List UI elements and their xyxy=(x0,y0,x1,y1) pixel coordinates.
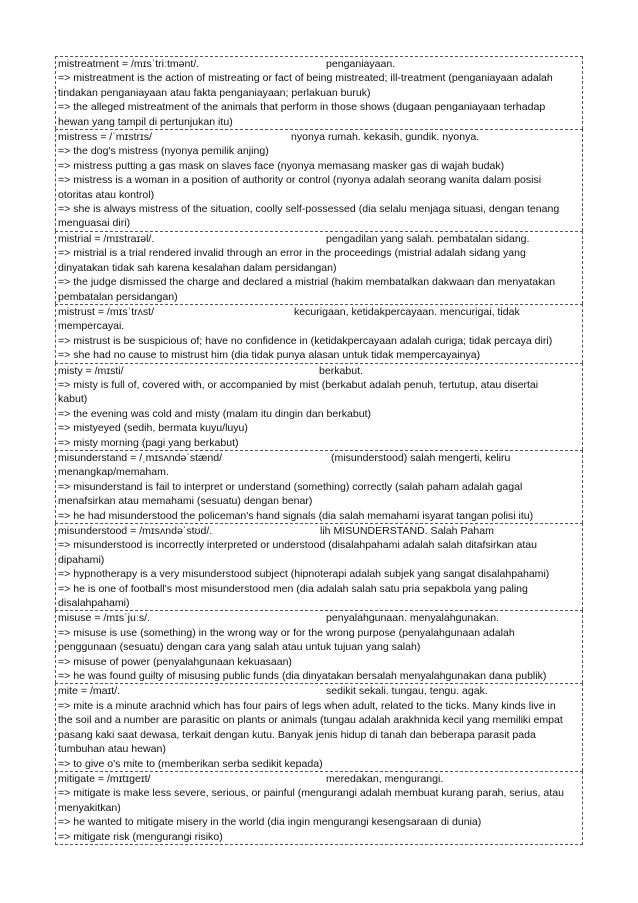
entry-text-line: => misty morning (pagi yang berkabut) xyxy=(58,436,239,449)
entry-text-line: => mistrust is be suspicious of; have no confidence in (ketidakpercayaan adalah curiga; tidak percaya diri) xyxy=(58,334,553,347)
dictionary-entry xyxy=(55,56,583,129)
entry-text-line: dipahami) xyxy=(58,553,105,566)
entry-text-line: => misty is full of, covered with, or accompanied by mist (berkabut adalah penuh, tertutup, atau disertai xyxy=(58,378,539,391)
entry-text-line: => misuse of power (penyalahgunaan kekuasaan) xyxy=(58,655,292,668)
entry-text-line: => the evening was cold and misty (malam itu dingin dan berkabut) xyxy=(58,407,372,420)
entry-text-line: => hypnotherapy is a very misunderstood subject (hipnoterapi adalah subjek yang sangat disalahpahami) xyxy=(58,568,550,581)
dictionary-page xyxy=(55,56,583,845)
entry-text-line: mempercayai. xyxy=(58,320,125,333)
entry-text-line: => mistreatment is the action of mistreating or fact of being mistreated; ill-treatment (penganiayaan adalah xyxy=(58,72,553,85)
entry-term: mistrial = /mɪstraɪəl/. xyxy=(58,232,155,245)
dictionary-entry xyxy=(55,523,583,610)
entry-headline xyxy=(58,57,580,71)
entry-text-line: dinyatakan tidak sah karena kesalahan dalam persidangan) xyxy=(58,261,337,274)
entry-meaning: lih MISUNDERSTAND. Salah Paham xyxy=(320,525,494,537)
entry-meaning: meredakan, mengurangi. xyxy=(326,772,444,785)
entry-meaning: penganiayaan. xyxy=(326,58,396,70)
entry-meaning: kecurigaan, ketidakpercayaan. mencurigai, tidak xyxy=(294,305,520,318)
entry-text-line: => mistyeyed (sedih, bermata kuyu/luyu) xyxy=(58,422,248,435)
entry-text-line: => he had misunderstood the policeman's hand signals (dia salah memahami isyarat tangan polisi itu) xyxy=(58,509,534,522)
entry-headline xyxy=(58,305,580,319)
entry-text-line: => mistress putting a gas mask on slaves face (nyonya memasang masker gas di wajah budak) xyxy=(58,159,505,172)
dictionary-entry xyxy=(55,683,583,770)
entry-text-line: => mistrial is a trial rendered invalid through an error in the proceedings (mistrial adalah sidang yang xyxy=(58,247,526,260)
entry-term: mistress = /ˈmɪstrɪs/ xyxy=(58,131,152,144)
entry-text-line: => the dog's mistress (nyonya pemilik anjing) xyxy=(58,145,269,158)
dictionary-entry xyxy=(55,363,583,450)
entry-term: misuse = /mɪsˈjuːs/. xyxy=(58,612,150,625)
entry-text-line: the soil and a number are parasitic on plants or animals (tungau adalah arakhnida kecil yang memiliki empat xyxy=(58,714,563,727)
entry-text-line: disalahpahami) xyxy=(58,597,130,610)
entry-headline xyxy=(58,524,580,538)
entry-term: mitigate = /mɪtɪgeɪt/ xyxy=(58,772,151,785)
entry-text-line: => he is one of football's most misunderstood men (dia adalah salah satu pria sepakbola yang paling xyxy=(58,582,528,595)
entry-meaning: (misunderstood) salah mengerti, keliru xyxy=(331,451,511,464)
entry-text-line: otoritas atau kontrol) xyxy=(58,188,155,201)
entry-text-line: pembatalan persidangan) xyxy=(58,290,178,303)
dictionary-entry xyxy=(55,231,583,304)
entry-text-line: menangkap/memaham. xyxy=(58,466,169,479)
entry-text-line: menafsirkan atau memahami (sesuatu) dengan benar) xyxy=(58,495,313,508)
entry-term: mite = /maɪt/. xyxy=(58,685,121,698)
entry-text-line: => mistress is a woman in a position of authority or control (nyonya adalah seorang wanita dalam posisi xyxy=(58,174,542,187)
entry-headline xyxy=(58,451,580,465)
entry-text-line: hewan yang tampil di pertunjukan itu) xyxy=(58,115,233,128)
entry-headline xyxy=(58,684,580,698)
entry-term: misty = /mɪsti/ xyxy=(58,364,124,377)
entry-headline xyxy=(58,772,580,786)
entry-term: mistreatment = /mɪsˈtriːtmənt/. xyxy=(58,58,200,70)
dictionary-entry xyxy=(55,771,583,845)
entry-text-line: => mite is a minute arachnid which has four pairs of legs when adult, related to the ticks. Many kinds live in xyxy=(58,699,556,712)
entry-headline xyxy=(58,130,580,144)
entry-text-line: => he was found guilty of misusing public funds (dia dinyatakan bersalah menyalahgunakan dana publik) xyxy=(58,670,547,683)
entry-text-line: => she had no cause to mistrust him (dia tidak punya alasan untuk tidak mempercayainya) xyxy=(58,349,481,362)
entry-text-line: tumbuhan atau hewan) xyxy=(58,743,166,756)
entry-text-line: => she is always mistress of the situation, coolly self-possessed (dia selalu menjaga situasi, dengan tenang xyxy=(58,203,560,216)
entry-text-line: pasang kaki saat dewasa, terkait dengan kutu. Banyak jenis hidup di tanah dan beberapa parasit pada xyxy=(58,728,536,741)
entry-text-line: penggunaan (sesuatu) dengan cara yang salah atau untuk tujuan yang salah) xyxy=(58,641,421,654)
entry-term: misunderstood = /mɪsʌndəˈstʊd/. xyxy=(58,525,213,537)
entry-meaning: penyalahgunaan. menyalahgunakan. xyxy=(326,612,499,625)
dictionary-entry xyxy=(55,610,583,683)
entry-meaning: nyonya rumah. kekasih, gundik. nyonya. xyxy=(291,131,480,144)
entry-text-line: => to give o's mite to (memberikan serba sedikit kepada) xyxy=(58,757,323,770)
entry-text-line: => the alleged mistreatment of the animals that perform in those shows (dugaan penganiayaan terhadap xyxy=(58,101,546,114)
entry-headline xyxy=(58,364,580,378)
entry-meaning: sedikit sekali. tungau, tengu. agak. xyxy=(326,685,488,698)
entry-text-line: => misuse is use (something) in the wrong way or for the wrong purpose (penyalahgunaan adalah xyxy=(58,626,515,639)
entry-text-line: => mitigate risk (mengurangi risiko) xyxy=(58,830,223,843)
entry-text-line: => he wanted to mitigate misery in the world (dia ingin mengurangi kesengsaraan di dunia) xyxy=(58,816,482,829)
entry-text-line: => mitigate is make less severe, serious, or painful (mengurangi adalah membuat kurang parah, serius, atau xyxy=(58,787,564,800)
entry-text-line: => misunderstood is incorrectly interpreted or understood (disalahpahami adalah salah ditafsirkan atau xyxy=(58,539,537,552)
entry-headline xyxy=(58,611,580,625)
dictionary-entry xyxy=(55,129,583,231)
dictionary-entry xyxy=(55,450,583,523)
entry-text-line: menguasai diri) xyxy=(58,217,131,230)
entry-text-line: kabut) xyxy=(58,393,88,406)
entry-term: mistrust = /mɪsˈtrʌst/ xyxy=(58,305,155,318)
entry-meaning: berkabut. xyxy=(319,364,363,377)
entry-meaning: pengadilan yang salah. pembatalan sidang. xyxy=(326,232,530,245)
entry-headline xyxy=(58,232,580,246)
entry-text-line: menyakitkan) xyxy=(58,801,121,814)
entry-text-line: => misunderstand is fail to interpret or understand (something) correctly (salah paham adalah gagal xyxy=(58,480,523,493)
entry-text-line: tindakan penganiayaan atau fakta penganiayaan; perlakuan buruk) xyxy=(58,86,371,99)
entry-text-line: => the judge dismissed the charge and declared a mistrial (hakim membatalkan dakwaan dan menyatakan xyxy=(58,276,556,289)
dictionary-entry xyxy=(55,304,583,363)
entry-term: misunderstand = /ˌmɪsʌndəˈstænd/ xyxy=(58,451,223,464)
